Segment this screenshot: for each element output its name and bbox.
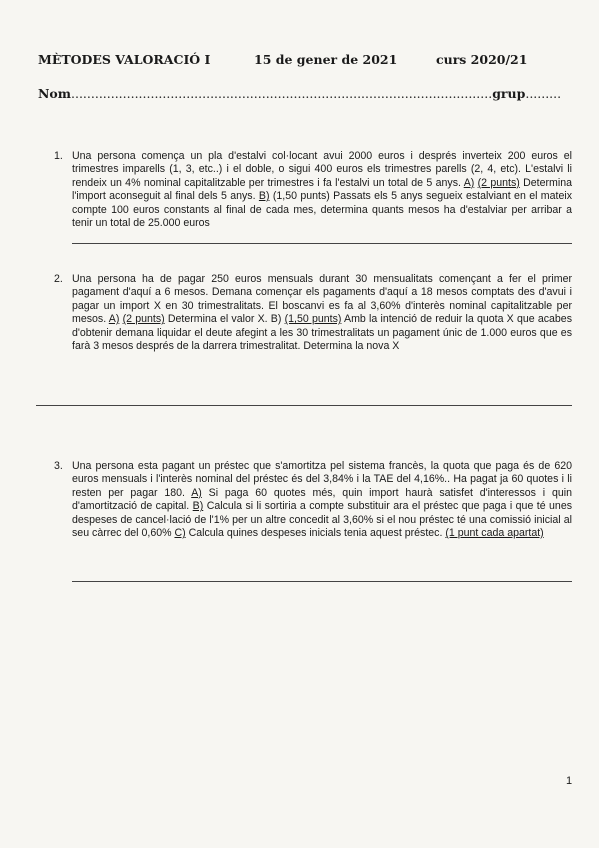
question-number: 3.	[54, 460, 63, 472]
exam-course: curs 2020/21	[436, 52, 528, 67]
part-c-label: C)	[174, 527, 186, 540]
page-number: 1	[566, 775, 573, 787]
question-number: 1.	[54, 150, 63, 162]
name-dots: ..........................................................................................................	[71, 86, 493, 101]
question-text: Una persona ha de pagar 250 euros mensuals durant 30 mensualitats començant a fer el primer pagament d'aquí a 6 mesos. Demana començar els pagaments d'aquí a 18 mesos comptats des d'avui i pagar un import X en 30 trimestralitats. El boscanvi es fa al 3,60% d'interès nominal capitalitzable per mesos. A) (2 punts) Determina el valor X. B) (1,50 punts) Amb la intenció de reduir la quota X que acabes d'obtenir demana liquidar el deute afegint a les 30 trimestralitats un pagament únic de 1.000 euros que es farà 3 mesos després de la darrera trimestralitat. Determina la nova X	[72, 273, 572, 353]
part-a-label: A)	[463, 176, 475, 189]
part-b-label: B)	[270, 313, 282, 326]
part-a-points: (2 punts)	[477, 176, 520, 189]
part-b-label: B)	[258, 190, 270, 203]
student-name-line	[38, 86, 568, 101]
question-2	[54, 273, 572, 353]
question-text: Una persona esta pagant un préstec que s'amortitza pel sistema francès, la quota que paga és de 620 euros mensuals i l'interès nominal del préstec és del 3,84% i la TAE del 4,16%.. Ha pagat ja 60 quotes i li resten per pagar 180. A) Si paga 60 quotes més, quin import haurà satisfet d'interessos i quin d'amortització de capital. B) Calcula si li sortiria a compte substituir ara el préstec que paga i que té unes despeses de cancel·lació de l'1% per un altre concedit al 3,60% si el nou préstec té una comissió inicial al seu càrrec del 0,60% C) Calcula quines despeses inicials tenia aquest préstec. (1 punt cada apartat)	[72, 460, 573, 540]
answer-divider	[36, 405, 572, 406]
part-a-label: A)	[108, 313, 120, 326]
question-1	[54, 150, 572, 230]
question-text: Una persona comença un pla d'estalvi col·locant avui 2000 euros i després inverteix 200 euros el trimestres imparells (1, 3, etc..) i el doble, o sigui 400 euros els trimestres parells (2, 4, etc). L'estalvi li rendeix un 4% nominal capitalitzable per trimestres i fa l'estalvi un total de 5 anys. A) (2 punts) Determina l'import aconseguit al final dels 5 anys. B) (1,50 punts) Passats els 5 anys segueix estalviant en el mateix compte 100 euros constants al final de cada mes, determina quants mesos ha d'estalviar per arribar a tenir un total de 25.000 euros	[72, 150, 573, 230]
points-note: (1 punt cada apartat)	[445, 527, 544, 540]
question-number: 2.	[54, 273, 63, 285]
part-b-points: (1,50 punts)	[284, 313, 342, 326]
name-label: Nom	[38, 86, 71, 101]
exam-header	[38, 52, 568, 70]
part-b-label: B)	[192, 500, 204, 513]
group-dots: .........	[525, 86, 562, 101]
part-a-points: (2 punts)	[122, 313, 165, 326]
answer-divider	[72, 243, 572, 244]
question-3	[54, 460, 572, 540]
exam-date: 15 de gener de 2021	[254, 52, 398, 67]
answer-divider	[72, 581, 572, 582]
group-label: grup	[492, 86, 526, 101]
exam-title: MÈTODES VALORACIÓ I	[38, 52, 211, 67]
part-a-label: A)	[191, 486, 202, 499]
